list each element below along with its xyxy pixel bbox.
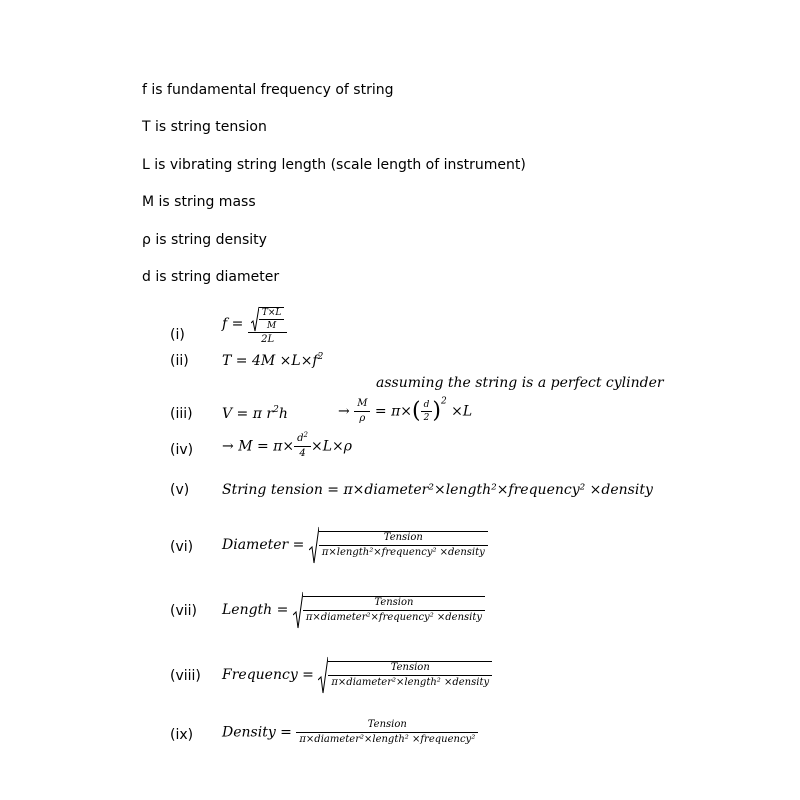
eq-label-viii: (viii) <box>170 668 201 684</box>
eq-label-vii: (vii) <box>170 603 197 619</box>
eq-label-iv: (iv) <box>170 442 194 458</box>
equation-ii: $T = 4M \times L\times f^2$ <box>222 352 324 369</box>
eq-label-vi: (vi) <box>170 539 194 555</box>
equation-iii-volume: V = π $r^2h$ <box>222 405 288 422</box>
definition-l: L is vibrating string length (scale length of instrument) <box>142 157 526 173</box>
equation-ix: Density = $\frac{\text{Tension}}{\text{π×diameter²×length² ×frequency²}}$ <box>222 719 478 746</box>
definition-rho: ρ is string density <box>142 232 267 248</box>
eq-label-iii: (iii) <box>170 406 193 422</box>
equation-iii-mass-ratio: → $\frac{M}{\rho}$ = π×( $\frac{d}{2}$ )$^2$ ×L <box>338 396 473 424</box>
fraction: $\frac{\frac{T\times L}{M}}{2L}$ <box>248 306 288 346</box>
definition-f: f is fundamental frequency of string <box>142 82 394 98</box>
eq-label-v: (v) <box>170 482 190 498</box>
equation-vii: Length = $\frac{\text{Tension}}{\text{π×diameter²×frequency² ×density}}$ <box>222 591 485 629</box>
eq-label-i: (i) <box>170 327 185 343</box>
eq-label-ix: (ix) <box>170 727 194 743</box>
definition-t: T is string tension <box>142 119 267 135</box>
definition-m: M is string mass <box>142 194 256 210</box>
assumption-note: assuming the string is a perfect cylinder <box>376 375 664 391</box>
sqrt-symbol <box>318 656 328 694</box>
eq-label-ii: (ii) <box>170 353 189 369</box>
sqrt-symbol <box>251 306 259 332</box>
equation-v: String tension = π×diameter²×length²×frequency² ×density <box>222 482 653 498</box>
definition-d: d is string diameter <box>142 269 280 285</box>
sqrt-symbol <box>293 591 303 629</box>
equation-viii: Frequency = $\frac{\text{Tension}}{\text{π×diameter²×length² ×density}}$ <box>222 656 492 694</box>
equation-i: f = $\frac{\frac{T\times L}{M}}{2L}$ <box>222 306 287 346</box>
equation-iv: → M = π× $\frac{d^2}{4}$ ×L×ρ <box>222 431 352 459</box>
equation-vi: Diameter = $\frac{\text{Tension}}{\text{π×length²×frequency² ×density}}$ <box>222 526 488 564</box>
sqrt-symbol <box>309 526 319 564</box>
